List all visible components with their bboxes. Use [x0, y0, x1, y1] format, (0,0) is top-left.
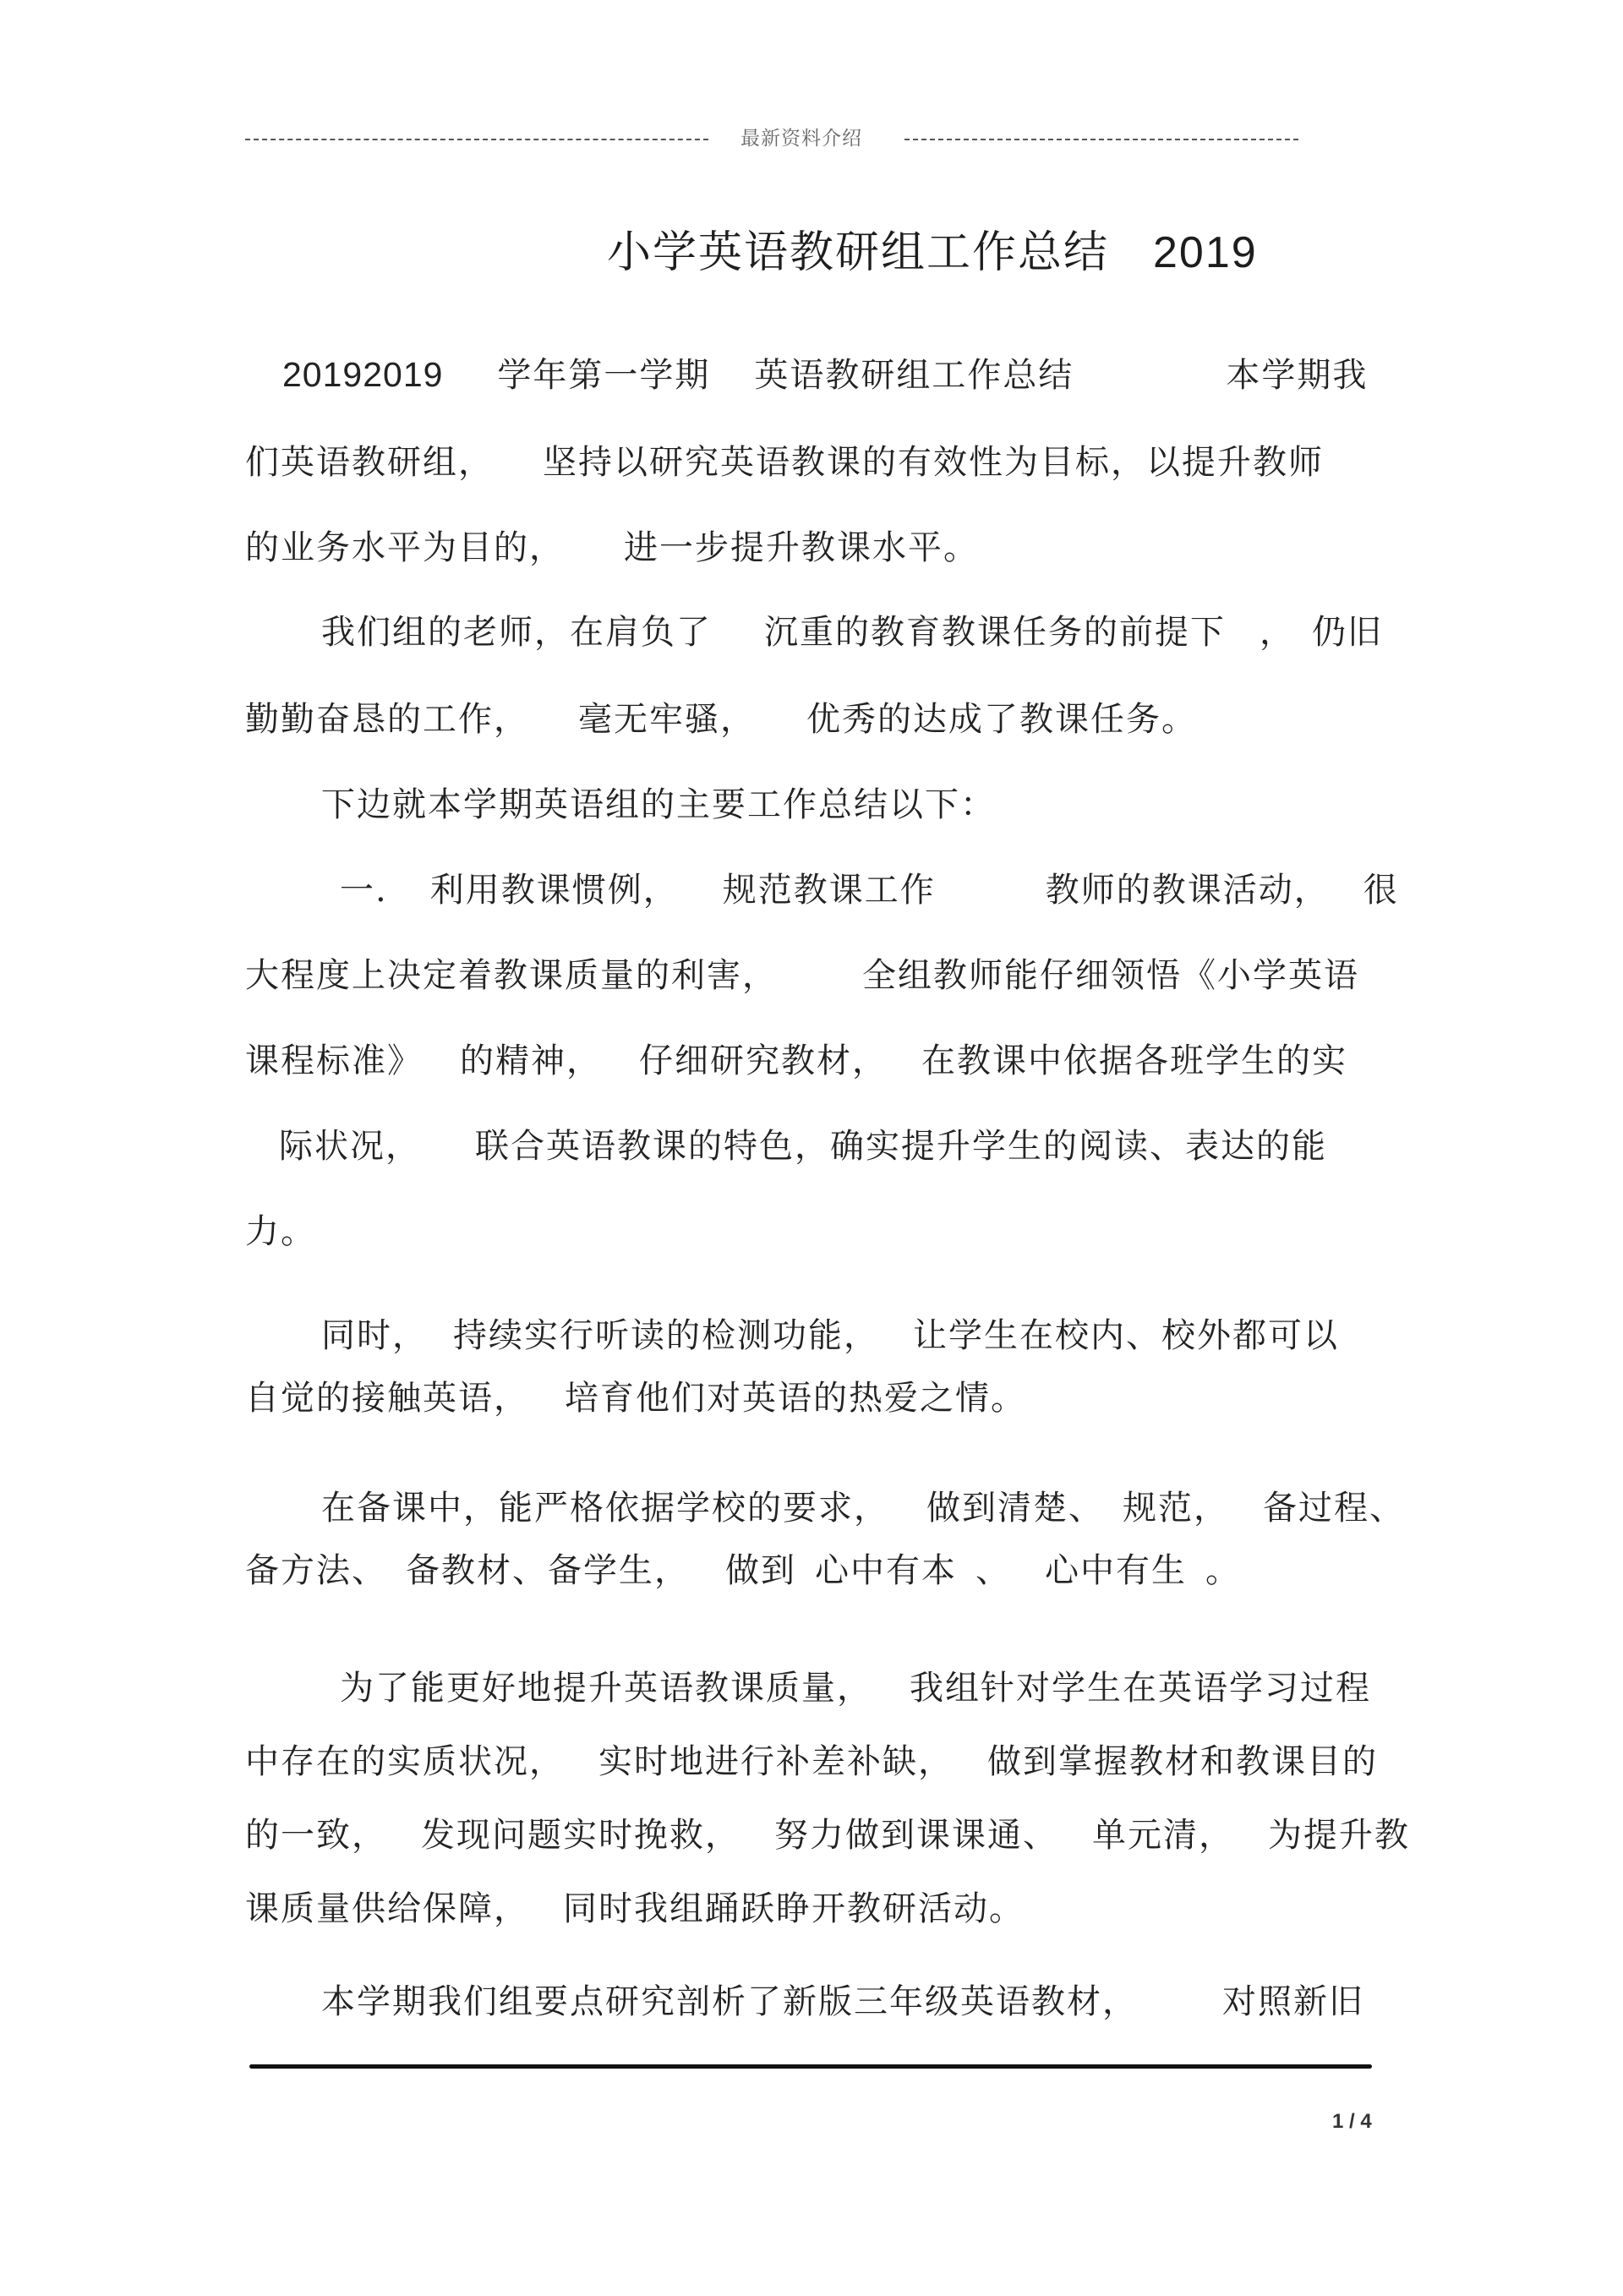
text-segment: 备教材、备学生，: [406, 1551, 690, 1590]
text-line: [245, 1205, 316, 1253]
text-segment: 。: [1205, 1551, 1241, 1590]
text-line: [279, 1119, 1327, 1167]
text-segment: 自觉的接触英语，: [245, 1379, 529, 1418]
text-segment: 教师的教课活动，: [1045, 871, 1330, 910]
text-segment: 进一步提升教课水平。: [624, 528, 979, 567]
text-line: [321, 1481, 1405, 1529]
text-line: [340, 863, 1399, 911]
text-segment: 中存在的实质状况，: [245, 1742, 565, 1781]
text-line: [321, 1975, 1364, 2023]
text-segment: 我们组的老师，在肩负了: [321, 613, 712, 652]
text-line: [245, 521, 979, 569]
text-line: [245, 1808, 1410, 1856]
text-segment: 做到掌握教材和教课目的: [987, 1742, 1378, 1781]
header-dashed-rule-left: [245, 139, 708, 140]
text-segment: 很: [1363, 871, 1399, 910]
document-title: [607, 216, 1258, 280]
text-line: [321, 778, 996, 826]
text-segment: 下边就本学期英语组的主要工作总结以下：: [321, 785, 996, 824]
text-segment: 备过程、: [1263, 1489, 1405, 1528]
text-segment: 本学期我们组要点研究剖析了新版三年级英语教材，: [321, 1982, 1138, 2021]
text-line: [321, 605, 1383, 653]
text-line: [282, 348, 1368, 396]
text-segment: 仔细研究教材，: [639, 1041, 888, 1080]
header-label: 最新资料介绍: [740, 128, 862, 150]
text-line: [321, 1309, 1339, 1357]
text-segment: 大程度上决定着教课质量的利害，: [245, 956, 778, 995]
text-segment: 发现问题实时挽救，: [421, 1816, 740, 1855]
text-segment: 利用教课惯例，: [429, 871, 679, 910]
text-segment: 们英语教研组，: [245, 443, 494, 482]
text-line: [245, 1544, 1241, 1592]
text-segment: 一.: [340, 871, 388, 910]
text-segment: 备方法、: [245, 1551, 387, 1590]
text-segment: 心中有生: [1045, 1551, 1187, 1590]
footer-rule: [249, 2064, 1372, 2069]
text-segment: 勤勤奋恳的工作，: [245, 700, 529, 739]
text-segment: 毫无牢骚，: [578, 700, 756, 739]
text-segment: 实时地进行补差补缺，: [598, 1742, 954, 1781]
text-line: [245, 1371, 1026, 1419]
text-line: [245, 1735, 1378, 1783]
text-segment: 坚持以研究英语教课的有效性为目标，以提升教师: [543, 443, 1324, 482]
text-line: [340, 1661, 1371, 1709]
text-segment: 持续实行听读的检测功能，: [453, 1316, 879, 1355]
page-number: 1 / 4: [1332, 2110, 1372, 2133]
text-segment: 心中有本: [815, 1551, 957, 1590]
text-segment: 、: [975, 1551, 1011, 1590]
text-segment: 优秀的达成了教课任务。: [806, 700, 1197, 739]
text-segment: 单元清，: [1092, 1816, 1234, 1855]
header-dashed-rule-right: [904, 139, 1298, 140]
text-segment: 做到清楚、: [926, 1489, 1104, 1528]
text-segment: 课质量供给保障，: [245, 1889, 529, 1928]
title-year: 2019: [1153, 228, 1258, 277]
text-segment: 本学期我: [1226, 356, 1369, 395]
text-segment: 规范，: [1123, 1489, 1229, 1528]
text-segment: 的一致，: [245, 1816, 387, 1855]
text-segment: 培育他们对英语的热爱之情。: [565, 1379, 1026, 1418]
text-segment: 仍旧: [1312, 613, 1383, 652]
text-segment: 我组针对学生在英语学习过程: [910, 1669, 1371, 1708]
text-segment: 沉重的教育教课任务的前提下: [764, 613, 1226, 652]
text-segment: 英语教研组工作总结: [754, 356, 1074, 395]
text-segment: 努力做到课课通、: [774, 1816, 1058, 1855]
text-segment: 在备课中，能严格依据学校的要求，: [321, 1489, 889, 1528]
text-segment: 为了能更好地提升英语教课质量，: [340, 1669, 872, 1708]
text-segment: 为提升教: [1268, 1816, 1410, 1855]
text-segment: 在教课中依据各班学生的实: [921, 1041, 1347, 1080]
text-segment: 的精神，: [460, 1041, 602, 1080]
title-text: 小学英语教研组工作总结: [607, 227, 1110, 278]
text-segment: 同时我组踊跃睁开教研活动。: [563, 1889, 1025, 1928]
text-line: [245, 1882, 1025, 1930]
text-segment: 联合英语教课的特色，确实提升学生的阅读、表达的能: [475, 1127, 1327, 1166]
text-segment: 际状况，: [279, 1127, 421, 1166]
text-segment: 让学生在校内、校外都可以: [913, 1316, 1339, 1355]
text-segment: ，: [1260, 613, 1295, 652]
text-line: [245, 1034, 1347, 1082]
text-segment: 20192019: [282, 355, 444, 394]
text-segment: 的业务水平为目的，: [245, 528, 565, 567]
text-line: [245, 692, 1197, 741]
text-line: [245, 435, 1324, 484]
text-segment: 做到: [725, 1551, 796, 1590]
text-segment: 同时，: [321, 1316, 428, 1355]
text-segment: 对照新旧: [1222, 1982, 1364, 2021]
text-segment: 学年第一学期: [497, 356, 711, 395]
text-segment: 规范教课工作: [722, 871, 936, 910]
text-segment: 力。: [245, 1212, 316, 1251]
text-line: [245, 948, 1359, 997]
text-segment: 全组教师能仔细领悟《小学英语: [862, 956, 1359, 995]
text-segment: 课程标准》: [245, 1041, 423, 1080]
